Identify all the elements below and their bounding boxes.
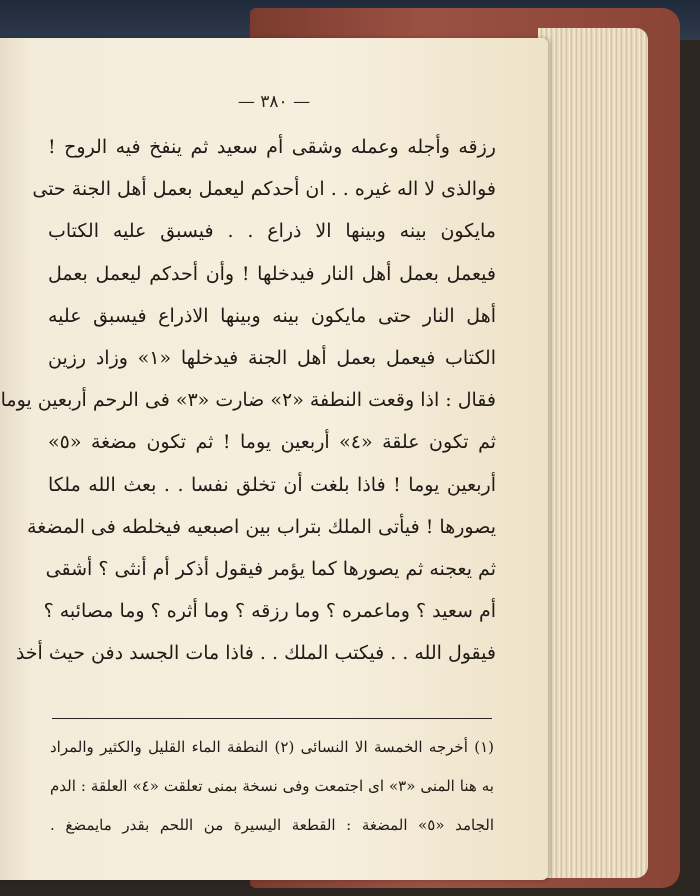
text-line: أم سعيد ؟ وماعمره ؟ وما رزقه ؟ وما أثره ؟ وما مصائبه ؟ [43, 600, 496, 623]
text-line: يصورها ! فيأتى الملك بتراب بين اصبعيه فيخلطه فى المضغة [27, 515, 496, 538]
text-line: ثم تكون علقة «٤» أربعين يوما ! ثم تكون مضغة «٥» [48, 431, 497, 454]
text-line: فقال : اذا وقعت النطفة «٢» ضارت «٣» فى الرحم أربعين يوما [0, 389, 496, 412]
text-line: فوالذى لا اله غيره . . ان أحدكم ليعمل بعمل أهل الجنة حتى [32, 178, 496, 201]
text-line: ثم يعجنه ثم يصورها كما يؤمر فيقول أذكر أم أنثى ؟ أشقى [45, 558, 496, 581]
page-number: — ٣٨٠ — [237, 92, 311, 112]
footnote-divider [52, 718, 492, 719]
text-line: مايكون بينه وبينها الا ذراع . . فيسبق عليه الكتاب [48, 220, 496, 243]
text-line: الكتاب فيعمل بعمل أهل الجنة فيدخلها «١» وزاد رزين [48, 347, 497, 370]
footnote-line: (١) أخرجه الخمسة الا النسائى (٢) النطفة الماء القليل والكثير والمراد [50, 738, 494, 756]
text-line: أهل النار حتى مايكون بينه وبينها الاذراع فيسبق عليه [48, 304, 496, 327]
text-line: رزقه وأجله وعمله وشقى أم سعيد ثم ينفخ فيه الروح ! [48, 136, 496, 158]
footnotes [50, 728, 494, 845]
text-line: أربعين يوما ! فاذا بلغت أن تخلق نفسا . . بعث الله ملكا [48, 473, 496, 496]
page-edges [538, 28, 648, 878]
text-line: فيعمل بعمل أهل النار فيدخلها ! وأن أحدكم ليعمل بعمل [48, 262, 496, 285]
footnote-line: الجامد «٥» المضغة : القطعة اليسيرة من اللحم بقدر مايمضغ . [50, 816, 494, 834]
body-text [0, 126, 497, 675]
book-page [0, 38, 548, 880]
footnote-line: به هنا المنى «٣» اى اجتمعت وفى نسخة بمنى تعلقت «٤» العلقة : الدم [50, 777, 494, 795]
text-line: فيقول الله . . فيكتب الملك . . فاذا مات الجسد دفن حيث أخذ [15, 642, 496, 665]
